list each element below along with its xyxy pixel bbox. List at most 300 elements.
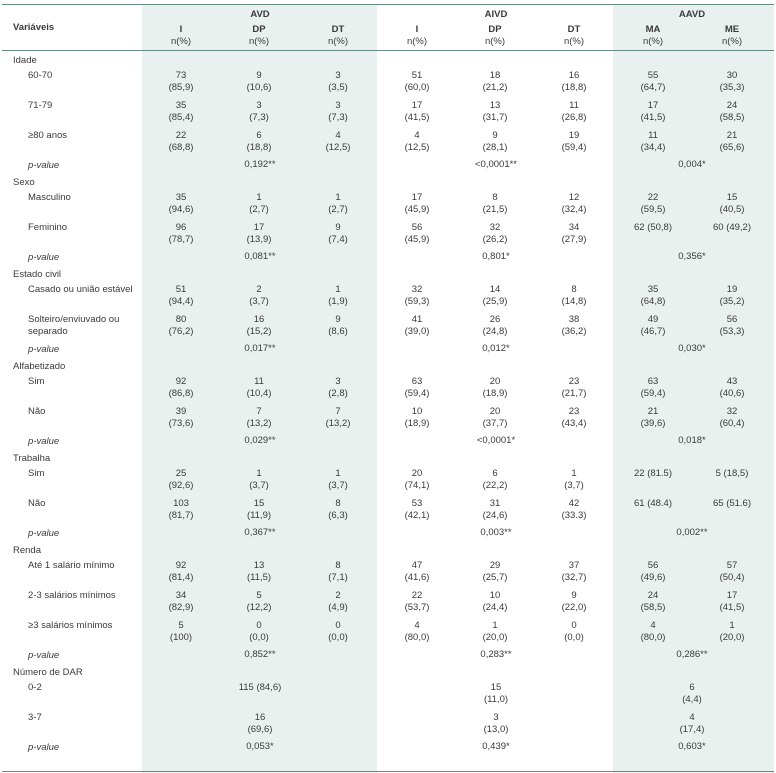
cell-percent: (39,6)	[640, 418, 666, 429]
cell-count: 103	[173, 498, 189, 509]
cell-percent: (32,7)	[561, 572, 587, 583]
cell-count: 23	[568, 376, 580, 387]
cell-percent: (82,9)	[168, 602, 194, 613]
cell-count: 63	[411, 376, 423, 387]
cell-count: 8	[335, 560, 341, 571]
cell-percent: (81,4)	[168, 572, 194, 583]
cell-percent: (22,0)	[561, 602, 587, 613]
row-label: 71-79	[28, 100, 53, 111]
header-col-unit: n(%)	[170, 36, 192, 47]
cell-percent: (41,5)	[719, 602, 745, 613]
cell-percent: (25,9)	[482, 296, 508, 307]
header-col-code: DT	[331, 24, 345, 35]
pvalue-label: p-value	[28, 742, 60, 753]
pvalue-label: p-value	[28, 650, 60, 661]
cell-count: 43	[726, 376, 738, 387]
cell-percent: (59,4)	[640, 388, 666, 399]
pvalue-aivd: 0,801*	[482, 251, 510, 262]
cell-count: 1	[335, 192, 341, 203]
cell-percent: (86,8)	[168, 388, 194, 399]
cell-percent: (60,4)	[719, 418, 745, 429]
cell-percent: (12,5)	[404, 142, 430, 153]
pvalue-aavd: 0,030*	[678, 343, 706, 354]
row-label: Não	[28, 498, 46, 509]
cell-percent: (40,6)	[719, 388, 745, 399]
cell-percent: (24,8)	[482, 326, 508, 337]
table-rule	[2, 4, 774, 5]
dar-percent-aivd: (13,0)	[483, 724, 509, 735]
cell-count: 53	[411, 498, 423, 509]
pvalue-avd: 0,017**	[244, 343, 276, 354]
cell-percent: (92,6)	[168, 480, 194, 491]
cell-count: 24	[647, 590, 659, 601]
row-label: Sim	[28, 376, 45, 387]
table-rule	[2, 771, 774, 772]
cell-count: 92	[175, 376, 187, 387]
cell-count: 11	[254, 376, 264, 387]
table-rule	[2, 50, 774, 51]
cell-count: 17	[726, 590, 738, 601]
cell-count: 4	[414, 620, 420, 631]
cell-percent: (26,8)	[561, 112, 587, 123]
cell-count: 49	[647, 314, 659, 325]
cell-count: 1	[256, 468, 262, 479]
cell-count: 19	[726, 284, 738, 295]
cell-count: 16	[253, 314, 265, 325]
cell-count: 32	[411, 284, 423, 295]
pvalue-aavd: 0,002**	[676, 527, 708, 538]
dar-count-avd: 16	[254, 712, 266, 723]
header-col-unit: n(%)	[327, 36, 349, 47]
header-col-code: DP	[488, 24, 502, 35]
cell-count: 8	[492, 192, 498, 203]
cell-count: 9	[256, 70, 262, 81]
cell-count: 57	[726, 560, 738, 571]
cell-percent: (4,9)	[328, 602, 348, 613]
cell-count: 9	[335, 314, 341, 325]
pvalue-aivd: <0,0001*	[476, 435, 516, 446]
cell-percent: (85,9)	[168, 82, 194, 93]
cell-percent: (78,7)	[168, 234, 194, 245]
cell-count: 35	[647, 284, 659, 295]
cell-percent: (18,8)	[246, 142, 272, 153]
cell-count: 12	[568, 192, 580, 203]
pvalue-label: p-value	[28, 436, 60, 447]
cell-percent: (7,3)	[328, 112, 348, 123]
cell-count: 9	[492, 130, 498, 141]
cell-percent: (100)	[169, 632, 193, 643]
header-variables: Variáveis	[13, 22, 55, 33]
cell-percent: (10,4)	[246, 388, 272, 399]
pvalue-avd: 0,367**	[244, 527, 276, 538]
cell-count: 8	[571, 284, 577, 295]
cell-percent: (73,6)	[168, 418, 194, 429]
cell-count: 17	[411, 192, 423, 203]
row-label: 60-70	[28, 70, 53, 81]
cell-count: 0	[335, 620, 341, 631]
cell-count: 18	[489, 70, 501, 81]
header-col-code: DT	[567, 24, 581, 35]
cell-percent: (31,7)	[482, 112, 508, 123]
cell-count: 14	[489, 284, 501, 295]
cell-percent: (58,5)	[640, 602, 666, 613]
cell-count: 5 (18,5)	[715, 468, 749, 479]
row-label: Masculino	[28, 192, 71, 203]
cell-percent: (3,7)	[328, 480, 348, 491]
dar-percent-aivd: (11,0)	[483, 694, 509, 705]
cell-percent: (34,4)	[640, 142, 666, 153]
cell-percent: (59,4)	[561, 142, 587, 153]
cell-percent: (53,3)	[719, 326, 745, 337]
cell-percent: (94,4)	[168, 296, 194, 307]
cell-percent: (64,8)	[640, 296, 666, 307]
cell-count: 56	[647, 560, 659, 571]
pvalue-aavd: 0,004*	[678, 159, 706, 170]
cell-count: 34	[568, 222, 580, 233]
dar-count-aavd: 4	[689, 712, 695, 723]
pvalue-avd: 0,053*	[246, 741, 274, 752]
cell-count: 1	[335, 468, 341, 479]
cell-percent: (39,0)	[404, 326, 430, 337]
section-title: Número de DAR	[13, 667, 83, 678]
cell-count: 10	[411, 406, 423, 417]
cell-percent: (26,2)	[482, 234, 508, 245]
cell-count: 22 (81.5)	[633, 468, 673, 479]
cell-percent: (85,4)	[168, 112, 194, 123]
cell-count: 32	[726, 406, 738, 417]
cell-percent: (59,5)	[640, 204, 666, 215]
cell-percent: (0,0)	[249, 632, 269, 643]
pvalue-label: p-value	[28, 160, 60, 171]
cell-count: 31	[489, 498, 501, 509]
cell-count: 20	[489, 376, 501, 387]
cell-percent: (81,7)	[168, 510, 194, 521]
cell-count: 63	[647, 376, 659, 387]
cell-percent: (12,2)	[246, 602, 272, 613]
cell-count: 20	[489, 406, 501, 417]
cell-count: 13	[489, 100, 501, 111]
header-group-avd: AVD	[250, 9, 270, 20]
section-title: Trabalha	[13, 453, 51, 464]
cell-percent: (58,5)	[719, 112, 745, 123]
cell-count: 73	[175, 70, 187, 81]
cell-count: 2	[256, 284, 262, 295]
cell-count: 17	[253, 222, 265, 233]
cell-percent: (35,2)	[719, 296, 745, 307]
cell-count: 17	[647, 100, 659, 111]
cell-count: 4	[650, 620, 656, 631]
cell-count: 23	[568, 406, 580, 417]
cell-percent: (33.3)	[561, 510, 587, 521]
cell-percent: (13,2)	[325, 418, 351, 429]
cell-count: 35	[175, 192, 187, 203]
header-group-aivd: AIVD	[484, 9, 508, 20]
section-title: Idade	[13, 55, 37, 66]
pvalue-label: p-value	[28, 528, 60, 539]
cell-count: 56	[411, 222, 423, 233]
cell-percent: (3,7)	[249, 296, 269, 307]
cell-percent: (76,2)	[168, 326, 194, 337]
section-title: Alfabetizado	[13, 361, 66, 372]
cell-count: 7	[335, 406, 341, 417]
header-col-unit: n(%)	[406, 36, 428, 47]
row-label: Casado ou união estável	[28, 284, 133, 295]
cell-percent: (45,9)	[404, 204, 430, 215]
cell-percent: (22,2)	[482, 480, 508, 491]
cell-count: 32	[489, 222, 501, 233]
cell-percent: (11,5)	[246, 572, 272, 583]
pvalue-aivd: 0,012*	[482, 343, 510, 354]
cell-percent: (24,6)	[482, 510, 508, 521]
cell-count: 21	[726, 130, 738, 141]
cell-count: 9	[335, 222, 341, 233]
pvalue-aavd: 0,603*	[678, 741, 706, 752]
header-group-aavd: AAVD	[678, 9, 706, 20]
cell-count: 80	[175, 314, 187, 325]
cell-percent: (59,3)	[404, 296, 430, 307]
cell-count: 29	[489, 560, 501, 571]
cell-count: 37	[568, 560, 580, 571]
cell-percent: (80,0)	[640, 632, 666, 643]
cell-percent: (40,5)	[719, 204, 745, 215]
cell-count: 30	[726, 70, 738, 81]
cell-percent: (42,1)	[404, 510, 430, 521]
cell-percent: (18,9)	[482, 388, 508, 399]
cell-count: 5	[256, 590, 262, 601]
cell-percent: (36,2)	[561, 326, 587, 337]
cell-count: 1	[729, 620, 735, 631]
cell-count: 4	[335, 130, 341, 141]
cell-count: 17	[411, 100, 423, 111]
cell-percent: (18,8)	[561, 82, 587, 93]
pvalue-avd: 0,081**	[244, 251, 276, 262]
dar-percent-aavd: (4,4)	[682, 694, 702, 705]
cell-percent: (28,1)	[482, 142, 508, 153]
pvalue-aavd: 0,286**	[676, 649, 708, 660]
cell-percent: (21,2)	[482, 82, 508, 93]
cell-count: 62 (50,8)	[633, 222, 673, 233]
cell-percent: (3,5)	[328, 82, 348, 93]
cell-count: 2	[335, 590, 341, 601]
cell-percent: (15,2)	[246, 326, 272, 337]
cell-percent: (43,4)	[561, 418, 587, 429]
cell-count: 39	[175, 406, 187, 417]
cell-count: 8	[335, 498, 341, 509]
cell-percent: (24,4)	[482, 602, 508, 613]
cell-percent: (53,7)	[404, 602, 430, 613]
pvalue-aavd: 0,018*	[678, 435, 706, 446]
pvalue-aivd: 0,283**	[480, 649, 512, 660]
section-title: Sexo	[13, 177, 35, 188]
row-label: Até 1 salário mínimo	[28, 560, 115, 571]
pvalue-aivd: <0,0001**	[475, 159, 517, 170]
pvalue-aivd: 0,439*	[482, 741, 510, 752]
cell-count: 16	[568, 70, 580, 81]
header-col-code: ME	[724, 24, 740, 35]
cell-percent: (7,4)	[328, 234, 348, 245]
cell-count: 38	[568, 314, 580, 325]
cell-percent: (10,6)	[246, 82, 272, 93]
cell-count: 0	[256, 620, 262, 631]
cell-percent: (25,7)	[482, 572, 508, 583]
dar-count-avd: 115 (84,6)	[238, 682, 282, 693]
cell-percent: (46,7)	[640, 326, 666, 337]
cell-percent: (20,0)	[719, 632, 745, 643]
cell-percent: (7,1)	[328, 572, 348, 583]
cell-percent: (2,7)	[249, 204, 269, 215]
cell-count: 11	[569, 100, 579, 111]
cell-percent: (35,3)	[719, 82, 745, 93]
cell-percent: (41,5)	[640, 112, 666, 123]
pvalue-avd: 0,192**	[244, 159, 276, 170]
cell-count: 22	[647, 192, 659, 203]
cell-count: 1	[335, 284, 341, 295]
cell-percent: (80,0)	[404, 632, 430, 643]
cell-count: 56	[726, 314, 738, 325]
cell-count: 3	[335, 70, 341, 81]
dar-count-aavd: 6	[689, 682, 695, 693]
row-label: 3-7	[28, 712, 42, 723]
cell-count: 47	[411, 560, 423, 571]
cell-percent: (27,9)	[561, 234, 587, 245]
header-col-unit: n(%)	[248, 36, 270, 47]
cell-percent: (11,9)	[246, 510, 272, 521]
cell-percent: (74,1)	[404, 480, 430, 491]
cell-percent: (45,9)	[404, 234, 430, 245]
row-label: 0-2	[28, 682, 42, 693]
cell-percent: (18,9)	[404, 418, 430, 429]
cell-count: 1	[256, 192, 262, 203]
cell-count: 25	[175, 468, 187, 479]
cell-count: 22	[411, 590, 423, 601]
pvalue-label: p-value	[28, 344, 60, 355]
cell-percent: (0,0)	[328, 632, 348, 643]
cell-count: 96	[175, 222, 187, 233]
dar-percent-avd: (69,6)	[247, 724, 273, 735]
cell-percent: (41,6)	[404, 572, 430, 583]
header-col-unit: n(%)	[563, 36, 585, 47]
header-col-code: DP	[252, 24, 266, 35]
cell-count: 7	[256, 406, 262, 417]
cell-count: 51	[411, 70, 423, 81]
cell-percent: (6,3)	[328, 510, 348, 521]
cell-percent: (7,3)	[249, 112, 269, 123]
cell-percent: (21,7)	[561, 388, 587, 399]
cell-percent: (2,8)	[328, 388, 348, 399]
dar-count-aivd: 3	[493, 712, 499, 723]
cell-percent: (65,6)	[719, 142, 745, 153]
cell-count: 35	[175, 100, 187, 111]
cell-percent: (3,7)	[564, 480, 584, 491]
cell-count: 6	[256, 130, 262, 141]
section-title: Estado civil	[13, 269, 62, 280]
cell-percent: (2,7)	[328, 204, 348, 215]
cell-count: 3	[335, 376, 341, 387]
cell-percent: (41,5)	[404, 112, 430, 123]
cell-count: 4	[414, 130, 420, 141]
cell-count: 60 (49,2)	[712, 222, 752, 233]
header-col-code: I	[415, 24, 419, 35]
cell-count: 1	[492, 620, 498, 631]
header-col-code: MA	[645, 24, 661, 35]
section-title: Renda	[13, 545, 41, 556]
cell-count: 1	[571, 468, 577, 479]
row-label: Feminino	[28, 222, 68, 233]
cell-percent: (0,0)	[564, 632, 584, 643]
cell-count: 22	[175, 130, 187, 141]
cell-percent: (94,6)	[168, 204, 194, 215]
cell-count: 9	[571, 590, 577, 601]
cell-count: 51	[175, 284, 187, 295]
cell-count: 26	[489, 314, 501, 325]
cell-count: 13	[253, 560, 265, 571]
row-label: ≥80 anos	[28, 130, 68, 141]
cell-percent: (20,0)	[482, 632, 508, 643]
cell-count: 20	[411, 468, 423, 479]
cell-percent: (14,8)	[561, 296, 587, 307]
pvalue-avd: 0,029**	[244, 435, 276, 446]
cell-count: 34	[175, 590, 187, 601]
cell-percent: (21,5)	[482, 204, 508, 215]
row-label: Não	[28, 406, 46, 417]
dar-percent-aavd: (17,4)	[679, 724, 705, 735]
cell-count: 24	[726, 100, 738, 111]
cell-count: 61 (48.4)	[633, 498, 673, 509]
cell-count: 3	[256, 100, 262, 111]
cell-percent: (1,9)	[328, 296, 348, 307]
cell-percent: (13,9)	[246, 234, 272, 245]
cell-percent: (8,6)	[328, 326, 348, 337]
row-label: Solteiro/enviuvado ou	[28, 314, 120, 325]
cell-percent: (68,8)	[168, 142, 194, 153]
cell-percent: (32,4)	[561, 204, 587, 215]
cell-count: 92	[175, 560, 187, 571]
pvalue-aivd: 0,003**	[480, 527, 512, 538]
cell-percent: (37,7)	[482, 418, 508, 429]
cell-count: 21	[647, 406, 659, 417]
row-label-line2: separado	[28, 326, 68, 337]
row-label: 2-3 salários mínimos	[28, 590, 116, 601]
cell-count: 15	[726, 192, 738, 203]
cell-count: 15	[253, 498, 265, 509]
cell-percent: (59,4)	[404, 388, 430, 399]
cell-count: 6	[492, 468, 498, 479]
cell-count: 42	[568, 498, 580, 509]
header-col-unit: n(%)	[642, 36, 664, 47]
cell-count: 41	[411, 314, 423, 325]
cell-percent: (60,0)	[404, 82, 430, 93]
pvalue-label: p-value	[28, 252, 60, 263]
row-label: ≥3 salários mínimos	[28, 620, 113, 631]
header-col-code: I	[179, 24, 183, 35]
cell-percent: (3,7)	[249, 480, 269, 491]
cell-percent: (12,5)	[325, 142, 351, 153]
dar-count-aivd: 15	[490, 682, 502, 693]
cell-count: 3	[335, 100, 341, 111]
cell-count: 19	[568, 130, 580, 141]
cell-count: 55	[647, 70, 659, 81]
header-col-unit: n(%)	[721, 36, 743, 47]
row-label: Sim	[28, 468, 45, 479]
cell-count: 5	[178, 620, 184, 631]
pvalue-aavd: 0,356*	[678, 251, 706, 262]
cell-count: 11	[648, 130, 658, 141]
header-col-unit: n(%)	[484, 36, 506, 47]
cell-count: 10	[489, 590, 501, 601]
pvalue-avd: 0,852**	[244, 649, 276, 660]
cell-percent: (64,7)	[640, 82, 666, 93]
cell-percent: (13,2)	[246, 418, 272, 429]
